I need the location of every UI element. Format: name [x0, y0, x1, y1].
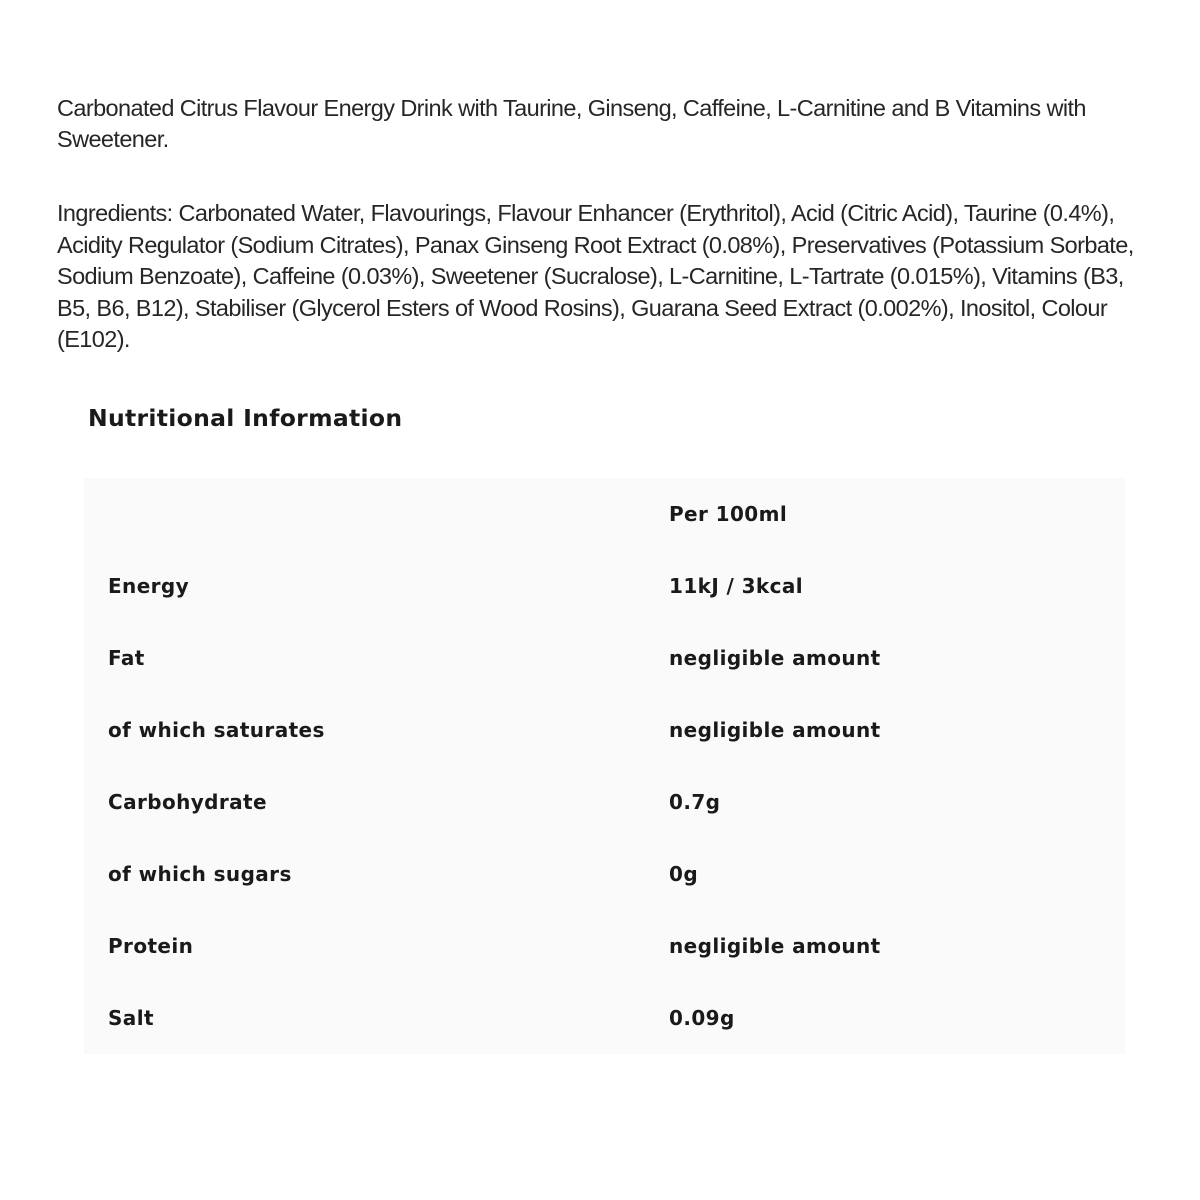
ingredients-list: Ingredients: Carbonated Water, Flavourings, Flavour Enhancer (Erythritol), Acid (Citric Acid), Taurine (0.4%), Acidity Regulator (Sodium Citrates), Panax Ginseng Root Extract (0.08%), Preservatives (Potassium Sorbate, Sodium Benzoate), Caffeine (0.03%), Sweetener (Sucralose), L-Carnitine, L-Tartrate (0.015%), Vitamins (B3, B5, B6, B12), Stabiliser (Glycerol Esters of Wood Rosins), Guarana Seed Extract (0.002%), Inositol, Colour (E102). — [57, 200, 1134, 352]
per-100ml-header: Per 100ml — [669, 502, 788, 526]
nutrient-value: negligible amount — [669, 718, 881, 742]
nutrition-header-row — [84, 478, 1125, 550]
nutrition-table — [84, 478, 1125, 1054]
nutrient-value: 0g — [669, 862, 699, 886]
nutrient-label: Carbohydrate — [108, 790, 267, 814]
nutrient-label: of which saturates — [108, 718, 325, 742]
nutrient-label: Salt — [108, 1006, 154, 1030]
nutrition-row-sugars — [84, 838, 1125, 910]
nutrient-value: negligible amount — [669, 646, 881, 670]
nutrition-row-fat — [84, 622, 1125, 694]
nutrition-row-energy — [84, 550, 1125, 622]
nutrient-value: negligible amount — [669, 934, 881, 958]
product-description: Carbonated Citrus Flavour Energy Drink with Taurine, Ginseng, Caffeine, L-Carnitine and B Vitamins with Sweetener. — [57, 95, 1086, 152]
nutrient-value: 0.09g — [669, 1006, 735, 1030]
nutrient-label: Fat — [108, 646, 145, 670]
nutrient-label: Protein — [108, 934, 194, 958]
nutrient-value: 0.7g — [669, 790, 721, 814]
nutrition-row-saturates — [84, 694, 1125, 766]
nutrient-value: 11kJ / 3kcal — [669, 574, 804, 598]
nutrition-heading: Nutritional Information — [88, 404, 403, 432]
nutrition-row-protein — [84, 910, 1125, 982]
nutrient-label: of which sugars — [108, 862, 292, 886]
nutrition-row-salt — [84, 982, 1125, 1054]
nutrition-row-carbohydrate — [84, 766, 1125, 838]
nutrient-label: Energy — [108, 574, 190, 598]
